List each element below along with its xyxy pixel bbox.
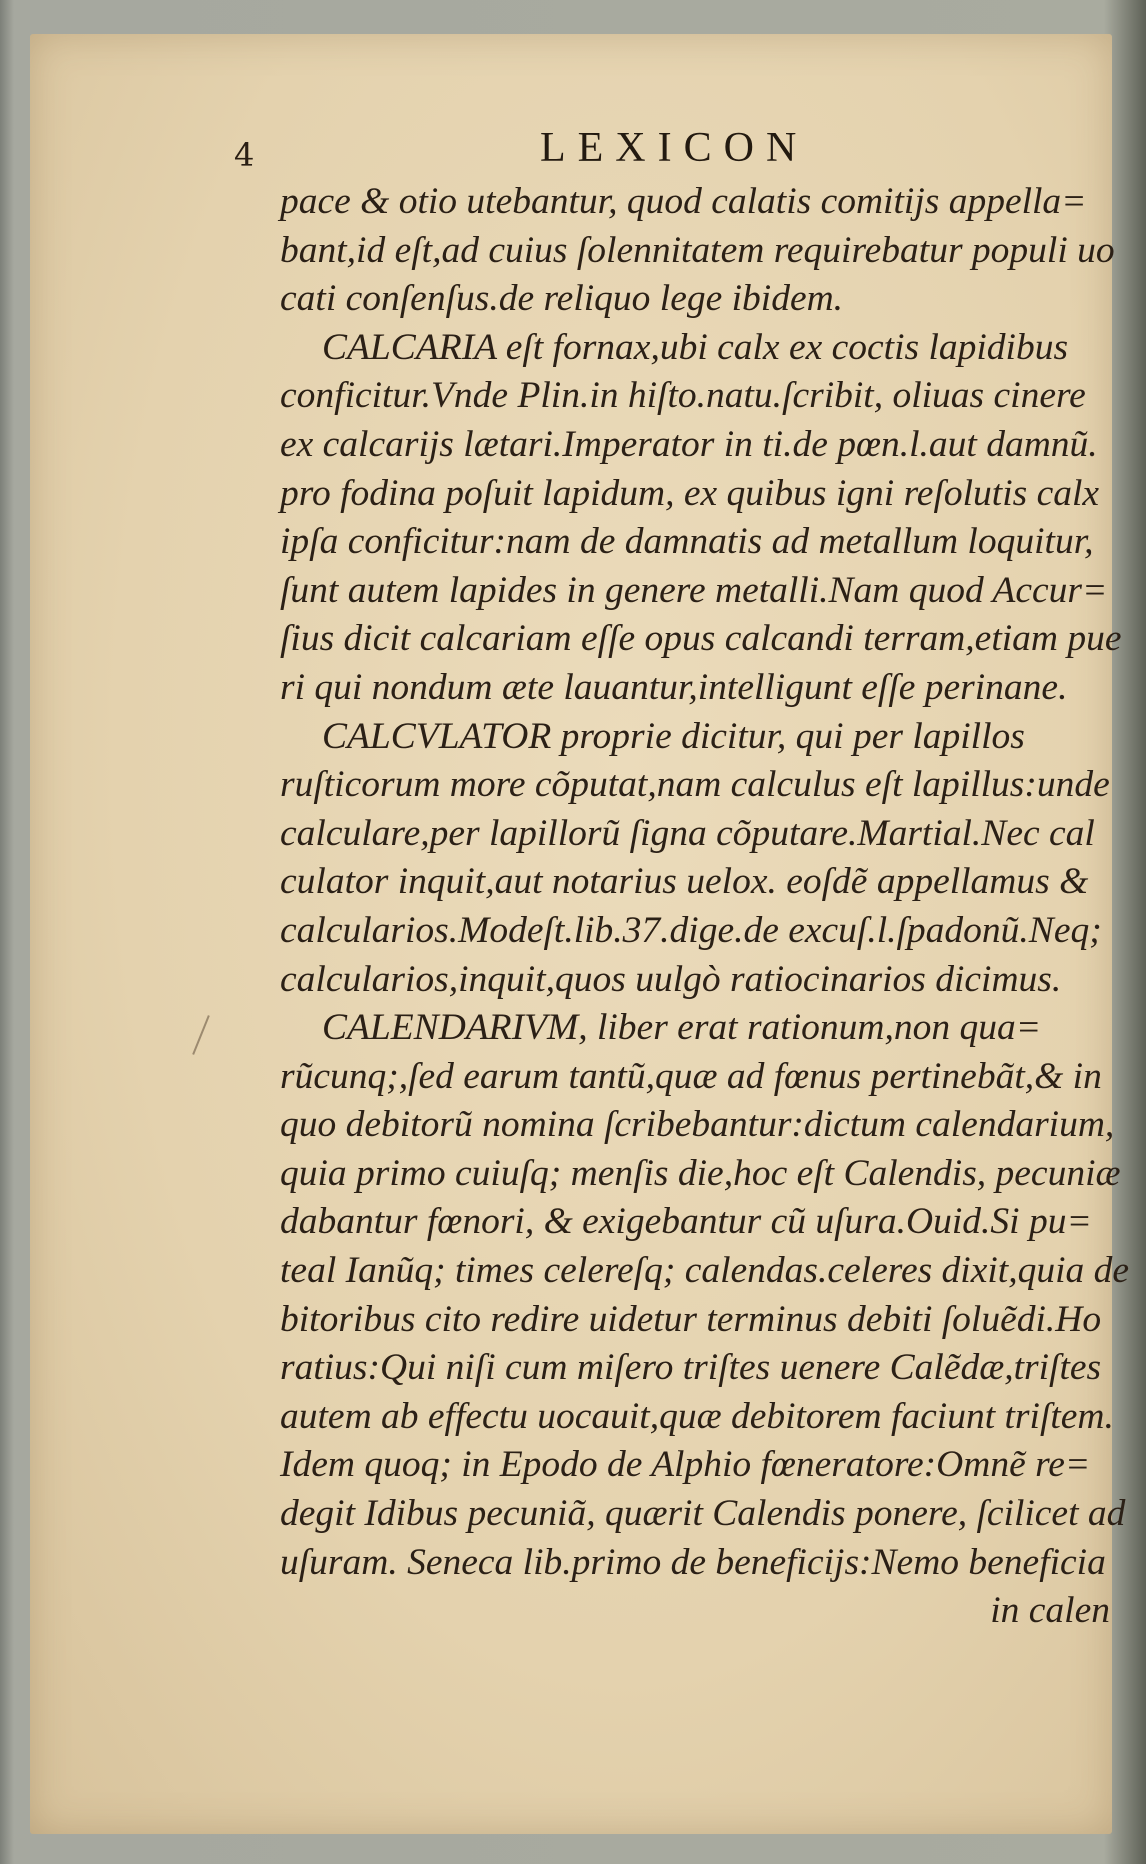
text-line: ratius:Qui niſi cum miſero triſtes uenere Calẽdæ,triſtes — [280, 1347, 1102, 1389]
text-line: dabantur fœnori, & exigebantur cũ uſura.Ouid.Si pu= — [280, 1201, 1092, 1243]
text-line: ſius dicit calcariam eſſe opus calcandi terram,etiam pue — [280, 618, 1122, 660]
body-text — [280, 178, 1130, 1636]
running-title: LEXICON — [540, 125, 809, 171]
text-line: rũcunq;,ſed earum tantũ,quæ ad fœnus pertinebãt,& in — [280, 1055, 1102, 1097]
text-line: ri qui nondum æte lauantur,intelligunt eſſe perinane. — [280, 666, 1068, 708]
entry-calcaria: CALCARIA eſt fornax,ubi calx ex coctis lapidibus — [322, 326, 1069, 368]
text-line: ſunt autem lapides in genere metalli.Nam quod Accur= — [280, 569, 1108, 611]
text-line: ruſticorum more cõputat,nam calculus eſt lapillus:unde — [280, 764, 1110, 806]
entry-calendarium: CALENDARIVM, liber erat rationum,non qua= — [322, 1007, 1042, 1049]
text-line: teal Ianũq; times celereſq; calendas.celeres dixit,quia de — [280, 1250, 1130, 1292]
text-line: uſuram. Seneca lib.primo de beneficijs:Nemo beneficia — [280, 1541, 1106, 1583]
stray-pen-mark — [192, 1015, 210, 1055]
text-line: calcularios,inquit,quos uulgò ratiocinarios dicimus. — [280, 958, 1062, 1000]
text-line: pace & otio utebantur, quod calatis comitijs appella= — [280, 181, 1087, 222]
text-line: calcularios.Modeſt.lib.37.dige.de excuſ.l.ſpadonũ.Neq; — [280, 909, 1102, 951]
text-line: conficitur.Vnde Plin.in hiſto.natu.ſcribit, oliuas cinere — [280, 375, 1086, 417]
text-line: degit Idibus pecuniã, quærit Calendis ponere, ſcilicet ad — [280, 1493, 1126, 1535]
text-line: bitoribus cito redire uidetur terminus debiti ſoluẽdi.Ho — [280, 1298, 1102, 1340]
text-line: quia primo cuiuſq; menſis die,hoc eſt Calendis, pecuniæ — [280, 1152, 1121, 1194]
text-line: bant,id eſt,ad cuius ſolennitatem requirebatur populi uo — [280, 229, 1115, 271]
page-number: 4 — [234, 136, 255, 174]
text-line: cati conſenſus.de reliquo lege ibidem. — [280, 278, 844, 320]
text-line: quo debitorũ nomina ſcribebantur:dictum calendarium, — [280, 1104, 1115, 1146]
text-line: ipſa conficitur:nam de damnatis ad metallum loquitur, — [280, 521, 1094, 563]
text-line: autem ab effectu uocauit,quæ debitorem faciunt triſtem. — [280, 1395, 1114, 1437]
catchword: in calen — [990, 1590, 1110, 1632]
text-line: culator inquit,aut notarius uelox. eoſdẽ appellamus & — [280, 861, 1089, 903]
page-header — [0, 122, 1146, 172]
entry-calculator: CALCVLATOR proprie dicitur, qui per lapillos — [322, 715, 1025, 757]
text-line: pro fodina poſuit lapidum, ex quibus igni reſolutis calx — [280, 472, 1100, 514]
text-line: ex calcarijs lætari.Imperator in ti.de pœn.l.aut damnũ. — [280, 423, 1098, 465]
text-line: Idem quoq; in Epodo de Alphio fœneratore:Omnẽ re= — [280, 1444, 1091, 1486]
text-line: calculare,per lapillorũ ſigna cõputare.Martial.Nec cal — [280, 812, 1095, 854]
